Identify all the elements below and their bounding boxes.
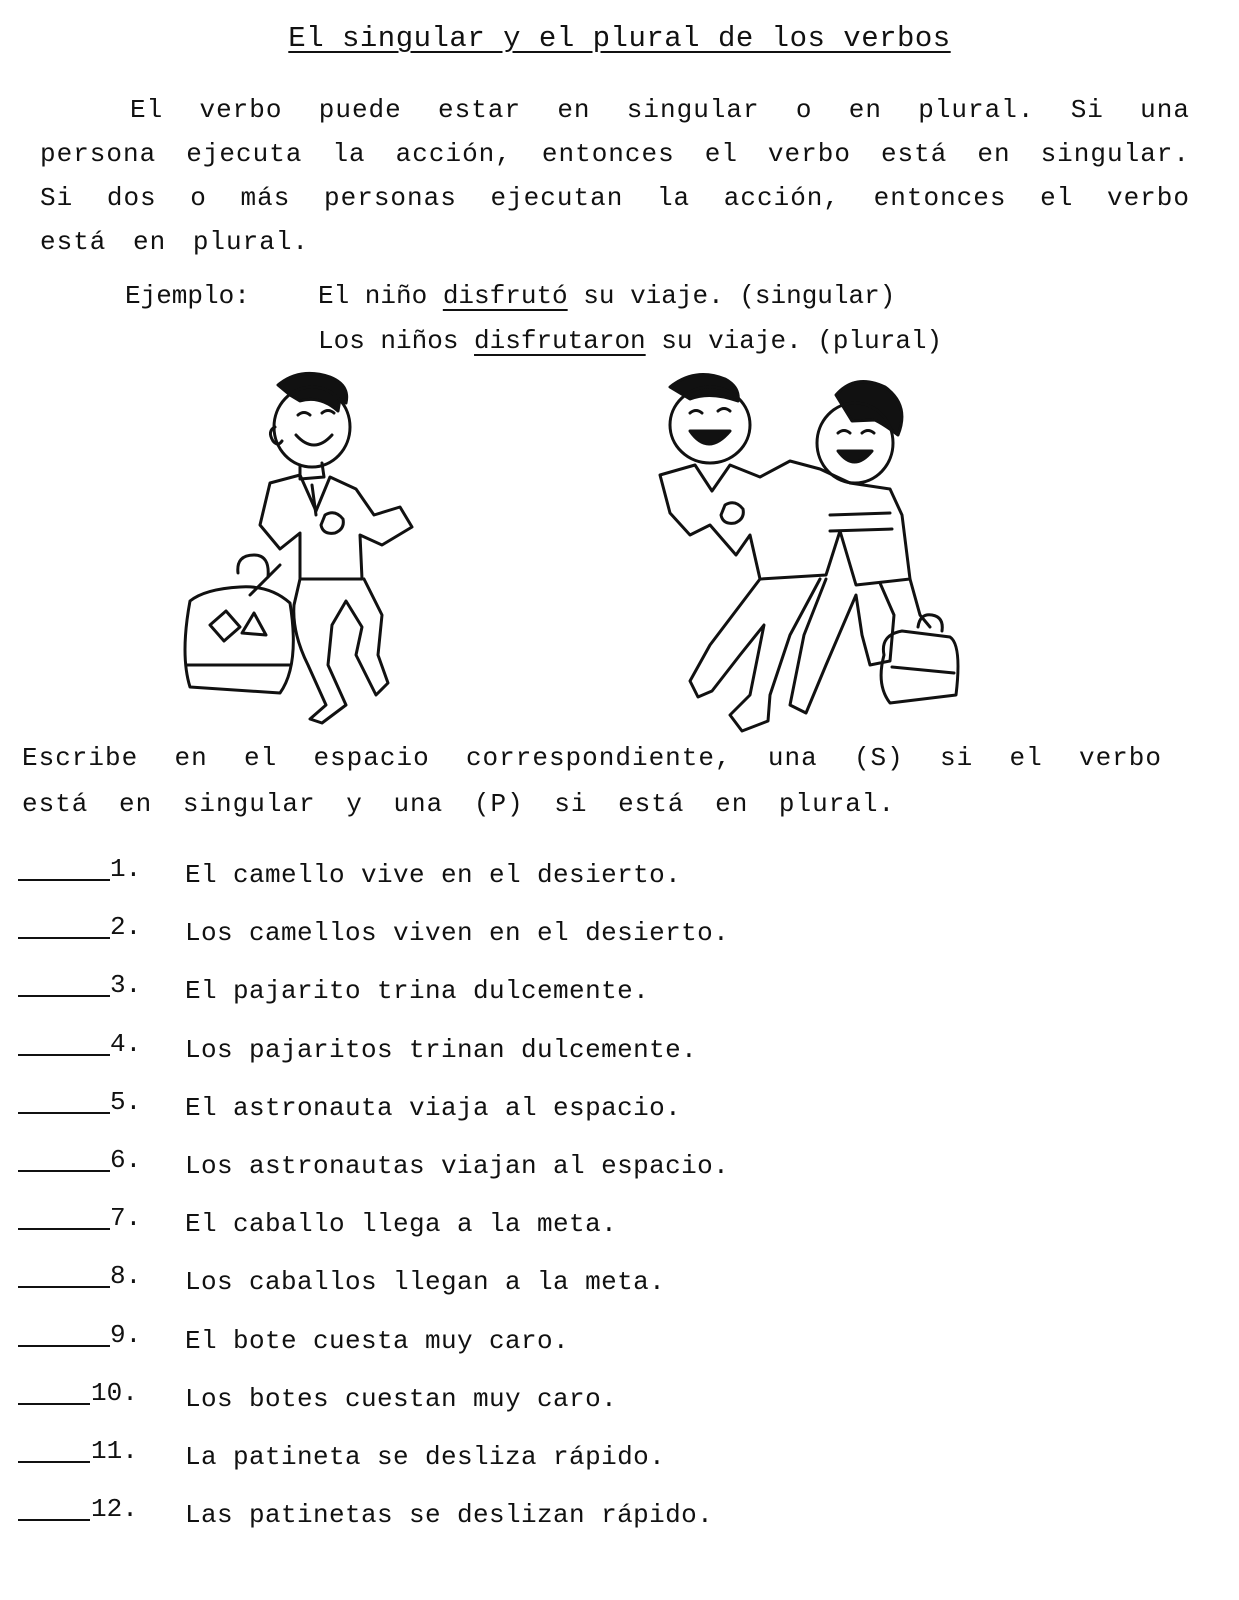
answer-blank[interactable] xyxy=(18,1461,90,1463)
example-plural-before: Los niños xyxy=(318,326,475,356)
answer-blank[interactable] xyxy=(18,1286,110,1288)
two-boys-with-suitcase-icon xyxy=(660,375,958,732)
item-sentence: La patineta se desliza rápido. xyxy=(185,1441,666,1472)
example-plural xyxy=(318,326,942,356)
intro-paragraph: El verbo puede estar en singular o en plural. Si una persona ejecuta la acción, entonces el verbo está en singular. Si dos o más personas ejecutan la acción, entonces el verbo está en plural. xyxy=(40,95,1190,257)
answer-blank[interactable] xyxy=(18,1228,110,1230)
item-number: 3. xyxy=(110,970,142,1001)
example-plural-after: su viaje. (plural) xyxy=(645,326,943,356)
item-number: 2. xyxy=(110,912,142,943)
list-item xyxy=(18,1201,918,1259)
list-item xyxy=(18,1318,918,1376)
item-sentence: El astronauta viaja al espacio. xyxy=(185,1092,682,1123)
list-item xyxy=(18,1492,918,1550)
item-sentence: Los caballos llegan a la meta. xyxy=(185,1267,666,1298)
list-item xyxy=(18,1027,918,1085)
item-number: 9. xyxy=(110,1319,142,1350)
list-item xyxy=(18,852,918,910)
boy-with-suitcase-icon xyxy=(185,373,412,723)
item-sentence: Las patinetas se deslizan rápido. xyxy=(185,1500,714,1531)
list-item xyxy=(18,910,918,968)
answer-blank[interactable] xyxy=(18,879,110,881)
list-item xyxy=(18,1085,918,1143)
exercise-list xyxy=(18,852,918,1550)
answer-blank[interactable] xyxy=(18,1170,110,1172)
answer-blank[interactable] xyxy=(18,1112,110,1114)
item-number: 1. xyxy=(110,854,142,884)
item-number: 6. xyxy=(110,1144,142,1175)
item-number: 4. xyxy=(110,1028,142,1059)
example-singular-before: El niño xyxy=(318,281,443,311)
answer-blank[interactable] xyxy=(18,1519,90,1521)
list-item xyxy=(18,1143,918,1201)
example-label: Ejemplo: xyxy=(125,281,250,311)
list-item xyxy=(18,1434,918,1492)
item-sentence: El bote cuesta muy caro. xyxy=(185,1325,570,1356)
item-number: 10. xyxy=(91,1377,138,1408)
example-plural-verb: disfrutaron xyxy=(474,326,646,356)
item-sentence: Los pajaritos trinan dulcemente. xyxy=(185,1034,698,1065)
item-number: 12. xyxy=(91,1494,138,1525)
answer-blank[interactable] xyxy=(18,1403,90,1405)
answer-blank[interactable] xyxy=(18,995,110,997)
item-number: 5. xyxy=(110,1086,142,1117)
list-item xyxy=(18,1376,918,1434)
illustration xyxy=(150,365,980,760)
item-number: 7. xyxy=(110,1203,142,1234)
answer-blank[interactable] xyxy=(18,937,110,939)
instructions: Escribe en el espacio correspondiente, una (S) si el verbo está en singular y una (P) si está en plural. xyxy=(22,743,1162,819)
item-sentence: Los botes cuestan muy caro. xyxy=(185,1383,618,1414)
item-sentence: El caballo llega a la meta. xyxy=(185,1209,618,1240)
item-sentence: Los camellos viven en el desierto. xyxy=(185,918,730,949)
example-singular xyxy=(318,281,895,311)
item-number: 11. xyxy=(91,1435,138,1466)
list-item xyxy=(18,1259,918,1317)
item-sentence: Los astronautas viajan al espacio. xyxy=(185,1150,730,1181)
item-number: 8. xyxy=(110,1261,142,1292)
page-title: El singular y el plural de los verbos xyxy=(288,22,951,55)
answer-blank[interactable] xyxy=(18,1345,110,1347)
item-sentence: El camello vive en el desierto. xyxy=(185,860,682,890)
example-singular-after: su viaje. (singular) xyxy=(567,281,896,311)
item-sentence: El pajarito trina dulcemente. xyxy=(185,976,650,1007)
list-item xyxy=(18,968,918,1026)
example-singular-verb: disfrutó xyxy=(442,281,568,311)
answer-blank[interactable] xyxy=(18,1054,110,1056)
